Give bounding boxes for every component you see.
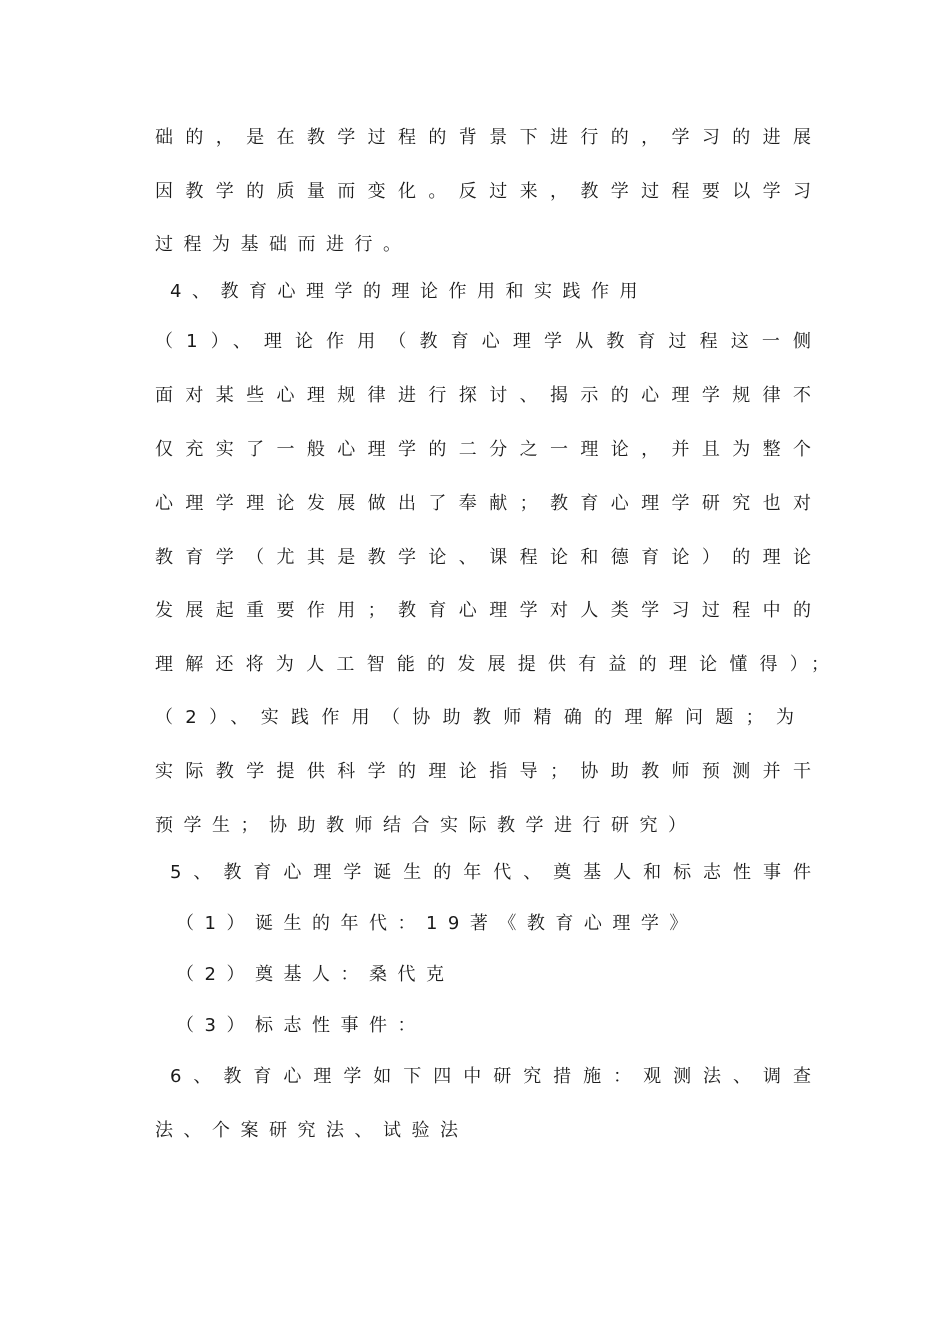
text-line: 仅充实了一般心理学的二分之一理论，并且为整个	[155, 439, 817, 460]
text-line: 发展起重要作用；教育心理学对人类学习过程中的	[155, 600, 817, 621]
section-heading-5: 5、教育心理学诞生的年代、奠基人和标志性事件	[170, 862, 817, 883]
list-item: （2）奠基人：桑代克	[176, 964, 455, 985]
section-heading-4: 4、教育心理学的理论作用和实践作用	[170, 281, 648, 302]
text-line: （2）、实践作用（协助教师精确的理解问题；为	[155, 707, 800, 728]
text-line: 预学生；协助教师结合实际教学进行研究）	[155, 815, 697, 836]
section-heading-6: 6、教育心理学如下四中研究措施：观测法、调查	[170, 1066, 817, 1087]
text-line: 心理学理论发展做出了奉献；教育心理学研究也对	[155, 493, 817, 514]
text-line: 实际教学提供科学的理论指导；协助教师预测并干	[155, 761, 817, 782]
text-line: 法、个案研究法、试验法	[155, 1120, 469, 1141]
list-item: （1）诞生的年代：19著《教育心理学》	[176, 913, 698, 934]
text-line: 理解还将为人工智能的发展提供有益的理论懂得）；	[155, 654, 835, 675]
text-line: 因教学的质量而变化。反过来，教学过程要以学习	[155, 181, 817, 202]
text-line: 过程为基础而进行。	[155, 234, 412, 255]
list-item: （3）标志性事件：	[176, 1015, 426, 1036]
text-line: 教育学（尤其是教学论、课程论和德育论）的理论	[155, 547, 817, 568]
text-line: 础的，是在教学过程的背景下进行的，学习的进展	[155, 127, 817, 148]
text-line: （1）、理论作用（教育心理学从教育过程这一侧	[155, 331, 817, 352]
text-line: 面对某些心理规律进行探讨、揭示的心理学规律不	[155, 385, 817, 406]
